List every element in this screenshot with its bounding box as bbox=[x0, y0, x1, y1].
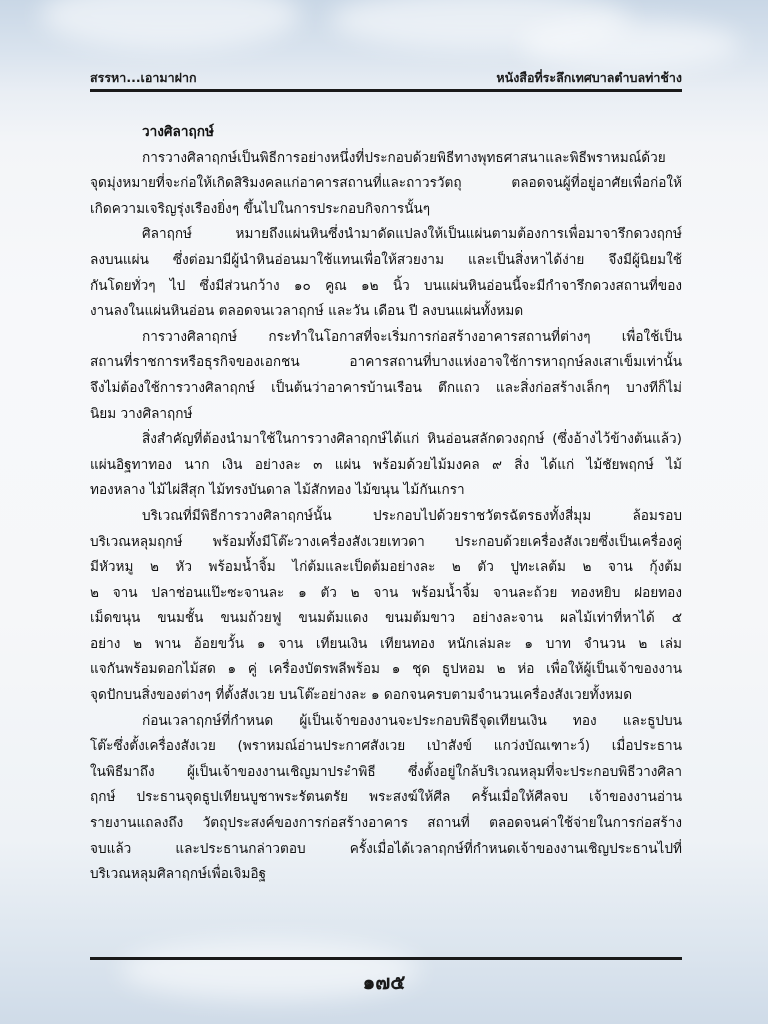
paragraph-line: การวางศิลาฤกษ์ กระทำในโอกาสที่จะเริ่มการก่อสร้างอาคารสถานที่ต่างๆ เพื่อใช้เป็น bbox=[142, 328, 682, 345]
header-rule bbox=[90, 89, 682, 92]
paragraph-line: นิยม วางศิลาฤกษ์ bbox=[90, 405, 193, 422]
paragraph-line: ศิลาฤกษ์ หมายถึงแผ่นหินซึ่งนำมาดัดแปลงให้เป็นแผ่นตามต้องการเพื่อมาจารึกดวงฤกษ์ bbox=[142, 226, 682, 243]
article-heading: วางศิลาฤกษ์ bbox=[142, 124, 214, 140]
paragraph-line: ก่อนเวลาฤกษ์ที่กำหนด ผู้เป็นเจ้าของงานจะประกอบพิธีจุดเทียนเงิน ทอง และธูปบน bbox=[142, 712, 682, 729]
paragraph-line: บริเวณหลุมศิลาฤกษ์เพื่อเจิมอิฐ bbox=[90, 866, 267, 883]
footer-rule bbox=[90, 957, 682, 960]
background-cloud bbox=[520, 20, 740, 70]
paragraph-line: การวางศิลาฤกษ์เป็นพิธีการอย่างหนึ่งที่ประกอบด้วยพิธีทางพุทธศาสนาและพิธีพราหมณ์ด้วย bbox=[142, 149, 666, 166]
page-header bbox=[90, 66, 682, 90]
article-body bbox=[90, 120, 682, 888]
paragraph-line: โต๊ะซึ่งตั้งเครื่องสังเวย (พราหมณ์อ่านประกาศสังเวย เป่าสังข์ แกว่งบัณเฑาะว์) เมื่อประธาน bbox=[90, 738, 682, 755]
paragraph bbox=[90, 222, 682, 324]
paragraph-line: ทองหลาง ไม้ไผ่สีสุก ไม้ทรงบันดาล ไม้สักทอง ไม้ขนุน ไม้กันเกรา bbox=[90, 482, 465, 499]
paragraph-line: มีหัวหมู ๒ หัว พร้อมน้ำจิ้ม ไก่ต้มและเป็ดต้มอย่างละ ๒ ตัว ปูทะเลต้ม ๒ จาน กุ้งต้ม bbox=[90, 559, 682, 576]
paragraph-line: งานลงในแผ่นหินอ่อน ตลอดจนเวลาฤกษ์ และวัน เดือน ปี ลงบนแผ่นทั้งหมด bbox=[90, 303, 524, 320]
paragraph-line: กันโดยทั่วๆ ไป ซึ่งมีส่วนกว้าง ๑๐ คูณ ๑๒ นิ้ว บนแผ่นหินอ่อนนี้จะมีกำจารึกดวงสถานที่ของ bbox=[90, 277, 682, 294]
paragraph bbox=[90, 146, 682, 223]
paragraph-line: จึงไม่ต้องใช้การวางศิลาฤกษ์ เป็นต้นว่าอาคารบ้านเรือน ตึกแถว และสิ่งก่อสร้างเล็กๆ บางทีก็ไม่ bbox=[90, 379, 682, 396]
paragraph-line: สิ่งสำคัญที่ต้องนำมาใช้ในการวางศิลาฤกษ์ได้แก่ หินอ่อนสลักดวงฤกษ์ (ซึ่งอ้างไว้ข้างต้นแล้ว) bbox=[142, 431, 682, 448]
paragraph-line: เกิดความเจริญรุ่งเรืองยิ่งๆ ขึ้นไปในการประกอบกิจการนั้นๆ bbox=[90, 200, 431, 217]
paragraph-line: แจกันพร้อมดอกไม้สด ๑ คู่ เครื่องบัตรพลีพร้อม ๑ ชุด ธูปหอม ๒ ห่อ เพื่อให้ผู้เป็นเจ้าของงาน bbox=[90, 661, 682, 678]
paragraph-line: รายงานแถลงถึง วัตถุประสงค์ของการก่อสร้างอาคาร สถานที่ ตลอดจนค่าใช้จ่ายในการก่อสร้าง bbox=[90, 815, 682, 832]
paragraph-list bbox=[90, 146, 682, 888]
header-book-title: หนังสือที่ระลึกเทศบาลตำบลท่าช้าง bbox=[496, 70, 682, 85]
paragraph-line: ฤกษ์ ประธานจุดธูปเทียนบูชาพระรัตนตรัย พระสงฆ์ให้ศีล ครั้นเมื่อให้ศีลจบ เจ้าของงานอ่าน bbox=[90, 789, 682, 806]
paragraph bbox=[90, 427, 682, 504]
header-section-title: สรรหา...เอามาฝาก bbox=[90, 70, 197, 85]
paragraph-line: จุดมุ่งหมายที่จะก่อให้เกิดสิริมงคลแก่อาคารสถานที่และถาวรวัตถุ ตลอดจนผู้ที่อยู่อาศัยเพื่อก่อให้ bbox=[90, 175, 682, 192]
paragraph-line: บริเวณที่มีพิธีการวางศิลาฤกษ์นั้น ประกอบไปด้วยราชวัตรฉัตรธงทั้งสี่มุม ล้อมรอบ bbox=[142, 507, 682, 524]
background-cloud bbox=[40, 0, 300, 50]
paragraph-line: บริเวณหลุมฤกษ์ พร้อมทั้งมีโต๊ะวางเครื่องสังเวยเทวดา ประกอบด้วยเครื่องสังเวยซึ่งเป็นเครื่องคู่ bbox=[90, 533, 682, 550]
page-number: ๑๗๕ bbox=[362, 970, 406, 994]
paragraph-line: แผ่นอิฐทาทอง นาก เงิน อย่างละ ๓ แผ่น พร้อมด้วยไม้มงคล ๙ สิ่ง ได้แก่ ไม้ชัยพฤกษ์ ไม้ bbox=[90, 456, 682, 473]
paragraph-line: อย่าง ๒ พาน อ้อยขวั้น ๑ จาน เทียนเงิน เทียนทอง หนักเล่มละ ๑ บาท จำนวน ๒ เล่ม bbox=[90, 635, 682, 652]
paragraph-line: ๒ จาน ปลาช่อนแป๊ะซะจานละ ๑ ตัว ๒ จาน พร้อมน้ำจิ้ม จานละถ้วย ทองหยิบ ฝอยทอง bbox=[90, 584, 682, 601]
paragraph-line: สถานที่ราชการหรือธุรกิจของเอกชน อาคารสถานที่บางแห่งอาจใช้การหาฤกษ์ลงเสาเข็มเท่านั้น bbox=[90, 354, 682, 371]
paragraph-line: เม็ดขนุน ขนมชั้น ขนมถ้วยฟู ขนมต้มแดง ขนมต้มขาว อย่างละจาน ผลไม้เท่าที่หาได้ ๕ bbox=[90, 610, 682, 627]
paragraph-line: ลงบนแผ่น ซึ่งต่อมามีผู้นำหินอ่อนมาใช้แทนเพื่อให้สวยงาม และเป็นสิ่งหาได้ง่าย จึงมีผู้นิยมใช้ bbox=[90, 251, 682, 268]
paragraph-line: จบแล้ว และประธานกล่าวตอบ ครั้งเมื่อได้เวลาฤกษ์ที่กำหนดเจ้าของงานเชิญประธานไปที่ bbox=[90, 840, 682, 857]
paragraph-line: ในพิธีมาถึง ผู้เป็นเจ้าของงานเชิญมาประำพิธี ซึ่งตั้งอยู่ใกล้บริเวณหลุมที่จะประกอบพิธีวางศิลา bbox=[90, 763, 682, 780]
paragraph bbox=[90, 709, 682, 888]
paragraph bbox=[90, 504, 682, 709]
paragraph-line: จุดปักบนสิ่งของต่างๆ ที่ตั้งสังเวย บนโต๊ะอย่างละ ๑ ดอกจนครบตามจำนวนเครื่องสังเวยทั้งหมด bbox=[90, 687, 633, 704]
paragraph bbox=[90, 325, 682, 427]
